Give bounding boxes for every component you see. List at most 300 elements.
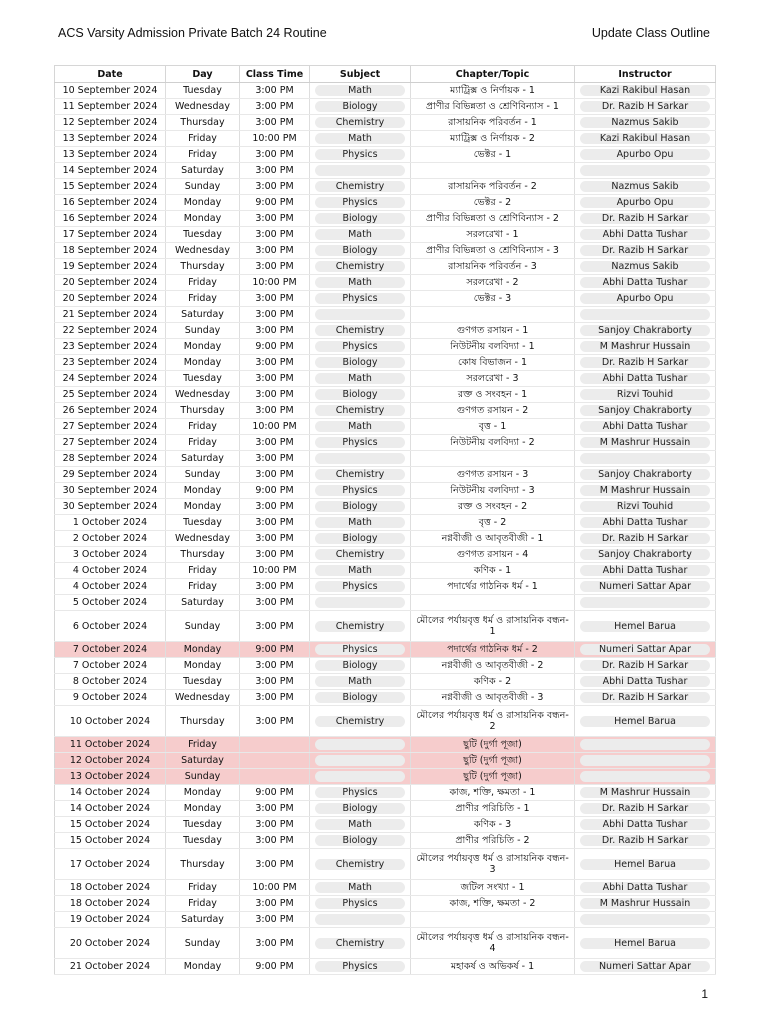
cell-date: 15 October 2024 [55, 833, 166, 849]
table-row [55, 323, 716, 339]
cell-time: 3:00 PM [240, 323, 310, 339]
cell-topic [411, 307, 575, 323]
cell-date: 8 October 2024 [55, 674, 166, 690]
cell-subject-pill: Physics [315, 961, 405, 972]
cell-instructor [575, 419, 716, 435]
cell-subject-pill: Physics [315, 485, 405, 496]
table-row [55, 912, 716, 928]
page-title: ACS Varsity Admission Private Batch 24 Routine [58, 26, 327, 40]
cell-day: Friday [166, 131, 240, 147]
cell-instructor-pill: Abhi Datta Tushar [580, 373, 710, 384]
cell-date: 13 October 2024 [55, 769, 166, 785]
cell-time: 10:00 PM [240, 275, 310, 291]
cell-day: Saturday [166, 163, 240, 179]
cell-date: 13 September 2024 [55, 147, 166, 163]
cell-subject-pill: Biology [315, 357, 405, 368]
cell-instructor [575, 674, 716, 690]
cell-day: Saturday [166, 753, 240, 769]
cell-date: 29 September 2024 [55, 467, 166, 483]
cell-topic: প্রাণীর বিভিন্নতা ও শ্রেণিবিন্যাস - 2 [411, 211, 575, 227]
cell-date: 17 October 2024 [55, 849, 166, 880]
cell-subject [310, 291, 411, 307]
cell-instructor-pill [580, 755, 710, 766]
cell-instructor-pill: Dr. Razib H Sarkar [580, 803, 710, 814]
cell-day: Thursday [166, 547, 240, 563]
cell-date: 14 October 2024 [55, 801, 166, 817]
cell-day: Friday [166, 291, 240, 307]
cell-topic: গুণগত রসায়ন - 4 [411, 547, 575, 563]
cell-date: 11 October 2024 [55, 737, 166, 753]
cell-subject-pill: Physics [315, 293, 405, 304]
cell-instructor [575, 291, 716, 307]
cell-day: Tuesday [166, 515, 240, 531]
cell-date: 2 October 2024 [55, 531, 166, 547]
cell-day: Saturday [166, 307, 240, 323]
cell-date: 3 October 2024 [55, 547, 166, 563]
table-row [55, 833, 716, 849]
cell-instructor [575, 147, 716, 163]
cell-subject-pill: Physics [315, 149, 405, 160]
cell-instructor-pill: Apurbo Opu [580, 197, 710, 208]
table-row [55, 371, 716, 387]
cell-date: 5 October 2024 [55, 595, 166, 611]
cell-instructor-pill: M Mashrur Hussain [580, 485, 710, 496]
cell-date: 23 September 2024 [55, 355, 166, 371]
cell-subject [310, 179, 411, 195]
cell-date: 9 October 2024 [55, 690, 166, 706]
cell-day: Tuesday [166, 83, 240, 99]
cell-date: 19 September 2024 [55, 259, 166, 275]
cell-time: 3:00 PM [240, 179, 310, 195]
cell-time: 3:00 PM [240, 611, 310, 642]
cell-date: 19 October 2024 [55, 912, 166, 928]
cell-subject-pill: Chemistry [315, 405, 405, 416]
cell-subject-pill: Physics [315, 787, 405, 798]
cell-subject [310, 307, 411, 323]
cell-subject [310, 339, 411, 355]
cell-instructor [575, 339, 716, 355]
cell-subject-pill: Math [315, 565, 405, 576]
cell-subject [310, 849, 411, 880]
cell-time [240, 753, 310, 769]
cell-time: 3:00 PM [240, 531, 310, 547]
cell-subject [310, 419, 411, 435]
table-row [55, 355, 716, 371]
cell-subject [310, 499, 411, 515]
col-topic-header: Chapter/Topic [411, 66, 575, 83]
cell-instructor-pill: Apurbo Opu [580, 293, 710, 304]
cell-day: Saturday [166, 451, 240, 467]
cell-time [240, 769, 310, 785]
cell-instructor [575, 211, 716, 227]
cell-day: Friday [166, 419, 240, 435]
cell-date: 10 September 2024 [55, 83, 166, 99]
table-row [55, 959, 716, 975]
table-row [55, 403, 716, 419]
cell-day: Sunday [166, 323, 240, 339]
cell-instructor-pill [580, 309, 710, 320]
cell-day: Tuesday [166, 371, 240, 387]
table-row [55, 419, 716, 435]
cell-topic: রাসায়নিক পরিবর্তন - 2 [411, 179, 575, 195]
cell-instructor-pill: Abhi Datta Tushar [580, 676, 710, 687]
cell-date: 11 September 2024 [55, 99, 166, 115]
table-row [55, 595, 716, 611]
cell-instructor-pill: Abhi Datta Tushar [580, 229, 710, 240]
cell-instructor [575, 642, 716, 658]
cell-instructor-pill: Kazi Rakibul Hasan [580, 133, 710, 144]
cell-instructor-pill: M Mashrur Hussain [580, 787, 710, 798]
cell-subject-pill: Biology [315, 803, 405, 814]
cell-topic: বৃত্ত - 1 [411, 419, 575, 435]
cell-date: 7 October 2024 [55, 642, 166, 658]
cell-subject-pill [315, 453, 405, 464]
cell-instructor-pill: Nazmus Sakib [580, 117, 710, 128]
table-row [55, 387, 716, 403]
cell-subject [310, 227, 411, 243]
cell-subject [310, 435, 411, 451]
cell-instructor [575, 483, 716, 499]
table-row [55, 435, 716, 451]
cell-instructor [575, 499, 716, 515]
table-row [55, 259, 716, 275]
cell-subject-pill: Physics [315, 341, 405, 352]
cell-subject-pill: Math [315, 277, 405, 288]
cell-topic: প্রাণীর পরিচিতি - 1 [411, 801, 575, 817]
cell-day: Monday [166, 785, 240, 801]
cell-instructor-pill: Kazi Rakibul Hasan [580, 85, 710, 96]
cell-date: 23 September 2024 [55, 339, 166, 355]
cell-topic: ছুটি (দুর্গা পূজা) [411, 769, 575, 785]
col-date-header: Date [55, 66, 166, 83]
cell-topic: ম্যাট্রিক্স ও নির্ণায়ক - 1 [411, 83, 575, 99]
cell-time: 3:00 PM [240, 467, 310, 483]
table-row [55, 243, 716, 259]
cell-subject-pill: Biology [315, 533, 405, 544]
cell-time: 3:00 PM [240, 83, 310, 99]
cell-instructor-pill: Sanjoy Chakraborty [580, 469, 710, 480]
table-row [55, 896, 716, 912]
cell-subject [310, 115, 411, 131]
cell-instructor-pill: Numeri Sattar Apar [580, 961, 710, 972]
table-row [55, 658, 716, 674]
cell-time: 9:00 PM [240, 642, 310, 658]
cell-subject [310, 896, 411, 912]
cell-instructor [575, 531, 716, 547]
cell-subject [310, 387, 411, 403]
cell-topic: রক্ত ও সংবহন - 1 [411, 387, 575, 403]
cell-date: 12 October 2024 [55, 753, 166, 769]
cell-time: 9:00 PM [240, 339, 310, 355]
cell-subject-pill: Chemistry [315, 181, 405, 192]
cell-instructor [575, 515, 716, 531]
cell-instructor-pill [580, 453, 710, 464]
cell-subject [310, 833, 411, 849]
cell-date: 10 October 2024 [55, 706, 166, 737]
cell-topic: রাসায়নিক পরিবর্তন - 1 [411, 115, 575, 131]
cell-topic: কণিক - 2 [411, 674, 575, 690]
cell-date: 15 October 2024 [55, 817, 166, 833]
cell-subject [310, 769, 411, 785]
cell-subject-pill: Biology [315, 245, 405, 256]
cell-topic: ছুটি (দুর্গা পূজা) [411, 737, 575, 753]
cell-subject-pill: Math [315, 882, 405, 893]
table-row [55, 690, 716, 706]
cell-day: Monday [166, 483, 240, 499]
cell-date: 26 September 2024 [55, 403, 166, 419]
table-row [55, 563, 716, 579]
cell-instructor [575, 307, 716, 323]
cell-date: 4 October 2024 [55, 579, 166, 595]
cell-subject-pill: Chemistry [315, 938, 405, 949]
table-row [55, 611, 716, 642]
cell-instructor [575, 323, 716, 339]
cell-subject-pill: Chemistry [315, 859, 405, 870]
table-row [55, 531, 716, 547]
cell-topic: ম্যাট্রিক্স ও নির্ণায়ক - 2 [411, 131, 575, 147]
cell-instructor-pill: Abhi Datta Tushar [580, 517, 710, 528]
cell-topic: ছুটি (দুর্গা পূজা) [411, 753, 575, 769]
cell-date: 20 September 2024 [55, 291, 166, 307]
table-row [55, 451, 716, 467]
cell-subject-pill [315, 597, 405, 608]
cell-subject [310, 451, 411, 467]
cell-instructor-pill: Sanjoy Chakraborty [580, 405, 710, 416]
table-row [55, 737, 716, 753]
cell-day: Wednesday [166, 531, 240, 547]
cell-subject [310, 928, 411, 959]
cell-subject [310, 595, 411, 611]
cell-instructor-pill [580, 914, 710, 925]
cell-instructor [575, 785, 716, 801]
cell-subject-pill: Chemistry [315, 261, 405, 272]
cell-instructor-pill: Abhi Datta Tushar [580, 819, 710, 830]
cell-subject-pill: Math [315, 819, 405, 830]
cell-topic: রাসায়নিক পরিবর্তন - 3 [411, 259, 575, 275]
table-row [55, 642, 716, 658]
cell-instructor-pill: Hemel Barua [580, 716, 710, 727]
cell-subject-pill: Chemistry [315, 549, 405, 560]
cell-date: 4 October 2024 [55, 563, 166, 579]
cell-subject-pill [315, 165, 405, 176]
cell-time: 3:00 PM [240, 928, 310, 959]
cell-topic: গুণগত রসায়ন - 2 [411, 403, 575, 419]
cell-day: Sunday [166, 928, 240, 959]
cell-topic: মৌলের পর্যায়বৃত্ত ধর্ম ও রাসায়নিক বন্ধন- 4 [411, 928, 575, 959]
cell-subject [310, 467, 411, 483]
cell-subject [310, 912, 411, 928]
cell-date: 22 September 2024 [55, 323, 166, 339]
cell-subject-pill: Biology [315, 835, 405, 846]
cell-time: 3:00 PM [240, 658, 310, 674]
cell-date: 17 September 2024 [55, 227, 166, 243]
cell-day: Thursday [166, 259, 240, 275]
cell-topic [411, 163, 575, 179]
cell-subject [310, 690, 411, 706]
cell-time: 3:00 PM [240, 499, 310, 515]
cell-time: 3:00 PM [240, 674, 310, 690]
cell-day: Friday [166, 896, 240, 912]
cell-subject [310, 547, 411, 563]
cell-subject-pill: Chemistry [315, 325, 405, 336]
cell-subject-pill [315, 739, 405, 750]
cell-day: Saturday [166, 912, 240, 928]
cell-topic: ভেক্টর - 1 [411, 147, 575, 163]
cell-time: 3:00 PM [240, 451, 310, 467]
cell-day: Monday [166, 499, 240, 515]
cell-day: Thursday [166, 706, 240, 737]
cell-instructor [575, 83, 716, 99]
cell-day: Wednesday [166, 690, 240, 706]
table-row [55, 291, 716, 307]
table-row [55, 769, 716, 785]
cell-subject-pill: Biology [315, 692, 405, 703]
cell-day: Tuesday [166, 227, 240, 243]
cell-day: Thursday [166, 849, 240, 880]
cell-subject-pill: Math [315, 85, 405, 96]
cell-instructor [575, 563, 716, 579]
cell-date: 18 September 2024 [55, 243, 166, 259]
cell-day: Monday [166, 959, 240, 975]
cell-time: 3:00 PM [240, 595, 310, 611]
cell-instructor [575, 801, 716, 817]
table-row [55, 515, 716, 531]
cell-time: 3:00 PM [240, 706, 310, 737]
table-row [55, 115, 716, 131]
cell-subject-pill: Math [315, 676, 405, 687]
cell-topic [411, 451, 575, 467]
cell-topic: জটিল সংখ্যা - 1 [411, 880, 575, 896]
cell-date: 24 September 2024 [55, 371, 166, 387]
cell-day: Monday [166, 658, 240, 674]
cell-date: 30 September 2024 [55, 483, 166, 499]
cell-time: 3:00 PM [240, 896, 310, 912]
table-row [55, 674, 716, 690]
cell-topic: নিউটনীয় বলবিদ্যা - 3 [411, 483, 575, 499]
table-row [55, 499, 716, 515]
cell-subject-pill: Math [315, 133, 405, 144]
cell-day: Wednesday [166, 99, 240, 115]
cell-subject [310, 275, 411, 291]
table-row [55, 801, 716, 817]
cell-topic [411, 595, 575, 611]
cell-instructor [575, 467, 716, 483]
col-time-header: Class Time [240, 66, 310, 83]
cell-topic: সরলরেখা - 3 [411, 371, 575, 387]
cell-topic: কাজ, শক্তি, ক্ষমতা - 1 [411, 785, 575, 801]
cell-day: Tuesday [166, 674, 240, 690]
cell-subject [310, 83, 411, 99]
cell-subject [310, 403, 411, 419]
cell-day: Sunday [166, 179, 240, 195]
cell-date: 14 September 2024 [55, 163, 166, 179]
table-row [55, 275, 716, 291]
cell-subject [310, 737, 411, 753]
update-class-outline-link[interactable]: Update Class Outline [591, 26, 710, 40]
cell-instructor-pill: Dr. Razib H Sarkar [580, 101, 710, 112]
table-row [55, 817, 716, 833]
cell-instructor-pill: Dr. Razib H Sarkar [580, 660, 710, 671]
cell-subject [310, 611, 411, 642]
cell-subject [310, 483, 411, 499]
cell-subject [310, 642, 411, 658]
cell-instructor-pill: Abhi Datta Tushar [580, 565, 710, 576]
cell-subject-pill: Math [315, 373, 405, 384]
cell-date: 20 September 2024 [55, 275, 166, 291]
cell-day: Thursday [166, 115, 240, 131]
cell-day: Monday [166, 339, 240, 355]
cell-topic: রক্ত ও সংবহন - 2 [411, 499, 575, 515]
cell-topic: গুণগত রসায়ন - 3 [411, 467, 575, 483]
cell-instructor-pill: Hemel Barua [580, 938, 710, 949]
cell-instructor [575, 387, 716, 403]
cell-day: Friday [166, 880, 240, 896]
cell-instructor [575, 737, 716, 753]
cell-subject [310, 880, 411, 896]
cell-instructor-pill: Abhi Datta Tushar [580, 421, 710, 432]
cell-instructor-pill: M Mashrur Hussain [580, 898, 710, 909]
cell-topic: ভেক্টর - 2 [411, 195, 575, 211]
cell-instructor [575, 579, 716, 595]
cell-day: Friday [166, 579, 240, 595]
cell-subject-pill: Biology [315, 101, 405, 112]
cell-instructor [575, 115, 716, 131]
cell-instructor [575, 355, 716, 371]
cell-time [240, 737, 310, 753]
cell-date: 21 September 2024 [55, 307, 166, 323]
cell-date: 16 September 2024 [55, 195, 166, 211]
cell-topic: প্রাণীর পরিচিতি - 2 [411, 833, 575, 849]
cell-subject [310, 706, 411, 737]
cell-subject [310, 195, 411, 211]
table-row [55, 131, 716, 147]
cell-date: 18 October 2024 [55, 896, 166, 912]
routine-table [54, 65, 716, 975]
cell-topic: নিউটনীয় বলবিদ্যা - 2 [411, 435, 575, 451]
table-row [55, 579, 716, 595]
cell-date: 6 October 2024 [55, 611, 166, 642]
cell-time: 3:00 PM [240, 227, 310, 243]
cell-subject [310, 131, 411, 147]
cell-time: 3:00 PM [240, 579, 310, 595]
cell-time: 3:00 PM [240, 435, 310, 451]
cell-subject [310, 658, 411, 674]
cell-subject [310, 563, 411, 579]
cell-subject-pill: Physics [315, 581, 405, 592]
cell-time: 9:00 PM [240, 483, 310, 499]
cell-subject-pill [315, 914, 405, 925]
table-row [55, 753, 716, 769]
cell-time: 10:00 PM [240, 419, 310, 435]
cell-instructor [575, 227, 716, 243]
cell-instructor-pill: Abhi Datta Tushar [580, 277, 710, 288]
col-instructor-header: Instructor [575, 66, 716, 83]
table-row [55, 211, 716, 227]
cell-instructor [575, 451, 716, 467]
cell-subject-pill: Math [315, 517, 405, 528]
cell-instructor [575, 690, 716, 706]
cell-instructor [575, 912, 716, 928]
cell-subject [310, 959, 411, 975]
cell-topic: নগ্নবীজী ও আবৃতবীজী - 3 [411, 690, 575, 706]
table-row [55, 706, 716, 737]
cell-time: 3:00 PM [240, 387, 310, 403]
cell-instructor-pill: Sanjoy Chakraborty [580, 549, 710, 560]
cell-topic: নগ্নবীজী ও আবৃতবীজী - 1 [411, 531, 575, 547]
cell-subject [310, 801, 411, 817]
page-number: 1 [701, 987, 708, 1001]
cell-instructor-pill [580, 739, 710, 750]
